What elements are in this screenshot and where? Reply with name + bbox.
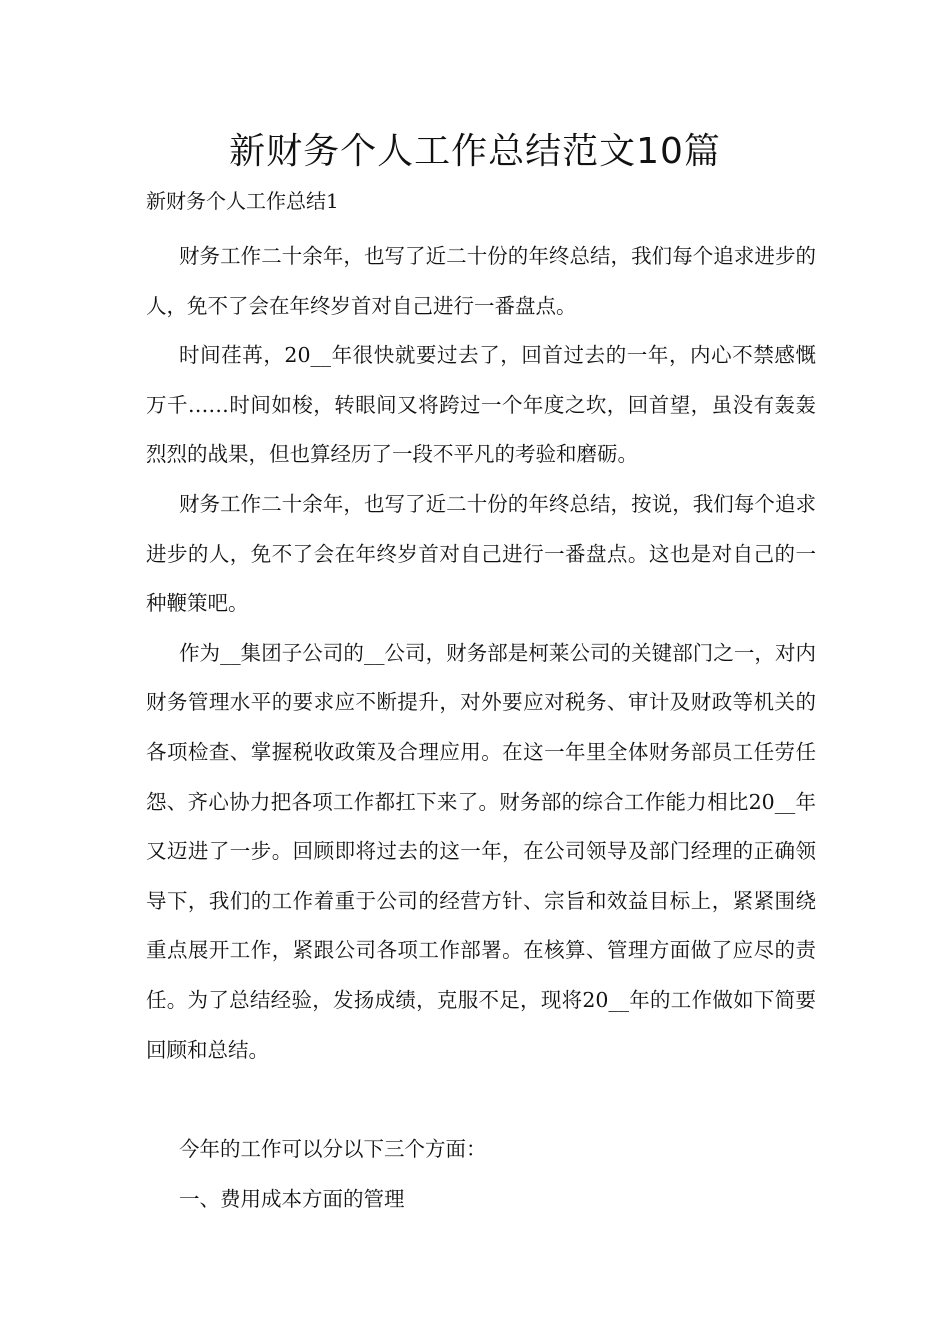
document-title: 新财务个人工作总结范文10篇 [229,131,721,172]
paragraph-1: 财务工作二十余年，也写了近二十份的年终总结，我们每个追求进步的人，免不了会在年终岁首对自己进行一番盘点。 [146,244,816,318]
paragraph-4: 作为__集团子公司的__公司，财务部是柯莱公司的关键部门之一，对内财务管理水平的要求应不断提升，对外要应对税务、审计及财政等机关的各项检查、掌握税收政策及合理应用。在这一年里全体财务部员工任劳任怨、齐心协力把各项工作都扛下来了。财务部的综合工作能力相比20__年又迈进了一步。回顾即将过去的这一年，在公司领导及部门经理的正确领导下，我们的工作着重于公司的经营方针、宗旨和效益目标上，紧紧围绕重点展开工作，紧跟公司各项工作部署。在核算、管理方面做了应尽的责任。为了总结经验，发扬成绩，克服不足，现将20__年的工作做如下简要回顾和总结。 [146,640,816,1062]
document-body [146,232,816,1224]
section-subtitle: 新财务个人工作总结1 [146,189,339,213]
section-heading: 一、费用成本方面的管理 [179,1186,405,1211]
section-intro: 今年的工作可以分以下三个方面： [179,1137,487,1162]
paragraph-3: 财务工作二十余年，也写了近二十份的年终总结，按说，我们每个追求进步的人，免不了会在年终岁首对自己进行一番盘点。这也是对自己的一种鞭策吧。 [146,491,816,616]
paragraph-2: 时间荏苒，20__年很快就要过去了，回首过去的一年，内心不禁感慨万千……时间如梭，转眼间又将跨过一个年度之坎，回首望，虽没有轰轰烈烈的战果，但也算经历了一段不平凡的考验和磨砺。 [146,343,816,467]
blank-line [146,1075,816,1125]
